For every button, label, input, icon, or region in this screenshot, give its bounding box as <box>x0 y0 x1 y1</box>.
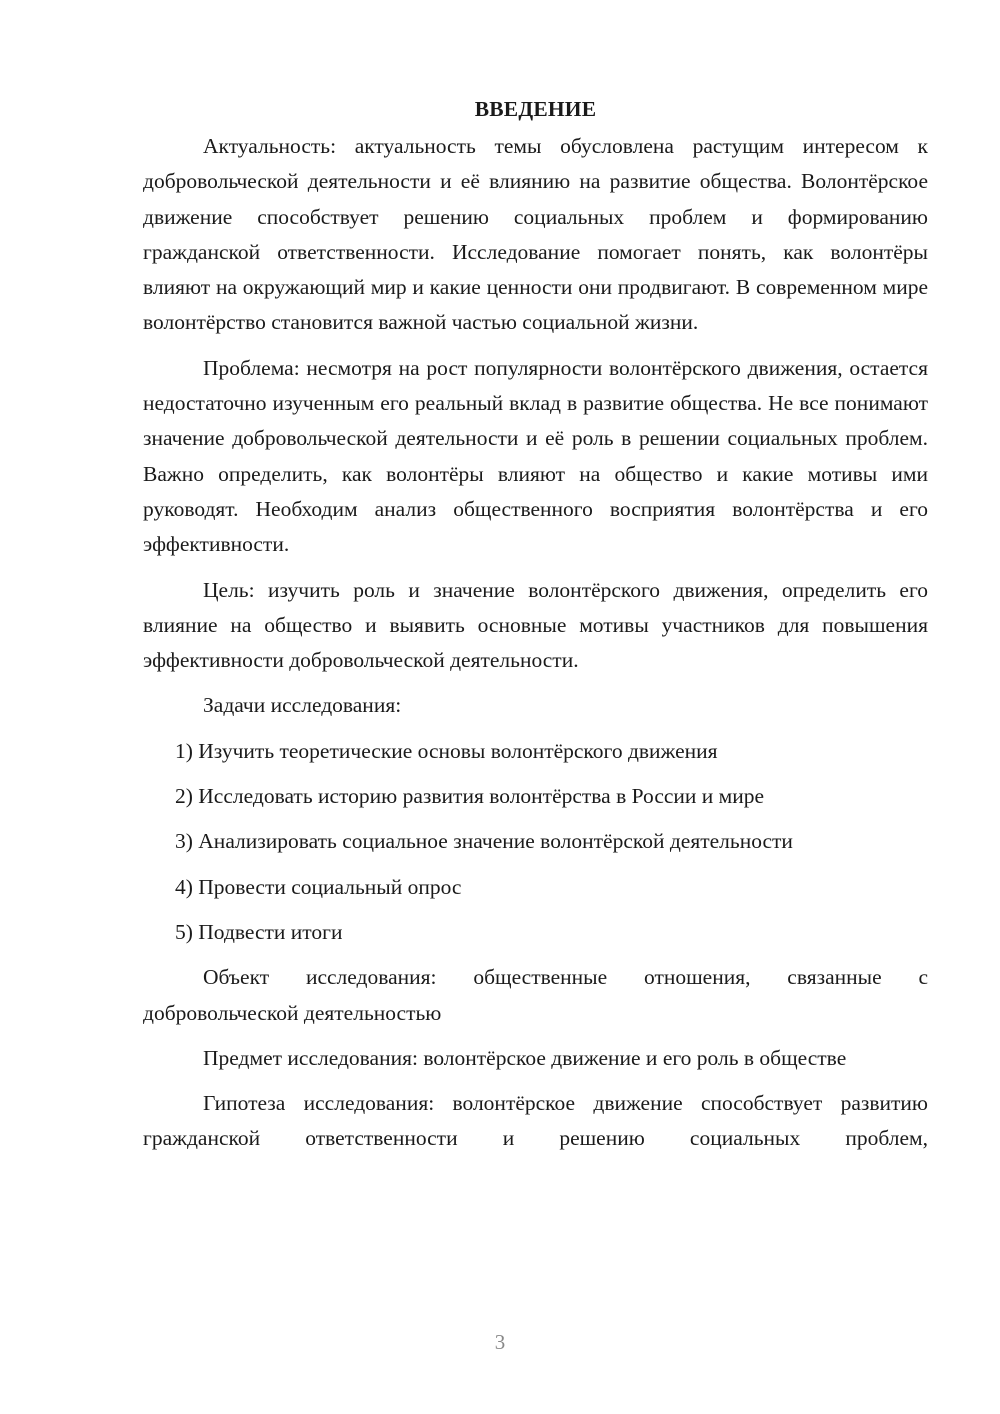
hypothesis-paragraph: Гипотеза исследования: волонтёрское движение способствует развитию гражданской ответственности и решению социальных проблем, <box>143 1091 928 1151</box>
task-item: 1) Изучить теоретические основы волонтёрского движения <box>175 738 718 763</box>
document-page <box>143 92 928 1167</box>
task-item: 2) Исследовать историю развития волонтёрства в России и мире <box>175 784 765 809</box>
tasks-heading: Задачи исследования: <box>203 693 402 718</box>
problem-paragraph: Проблема: несмотря на рост популярности волонтёрского движения, остается недостаточно изученным его реальный вклад в развитие общества. Не все понимают значение добровольческой деятельности и её роль в решении социальных проблем. Важно определить, как волонтёры влияют на общество и какие мотивы ими руководят. Необходим анализ общественного восприятия волонтёрства и его эффективности. <box>143 355 928 557</box>
tasks-list <box>143 734 928 950</box>
task-item: 3) Анализировать социальное значение волонтёрской деятельности <box>175 829 793 854</box>
task-item: 5) Подвести итоги <box>175 919 343 944</box>
page-number: 3 <box>494 1330 506 1354</box>
task-item: 4) Провести социальный опрос <box>175 874 462 899</box>
subject-paragraph: Предмет исследования: волонтёрское движение и его роль в обществе <box>203 1045 847 1070</box>
object-paragraph: Объект исследования: общественные отношения, связанные с добровольческой деятельностью <box>143 965 928 1025</box>
goal-paragraph: Цель: изучить роль и значение волонтёрского движения, определить его влияние на общество и выявить основные мотивы участников для повышения эффективности добровольческой деятельности. <box>143 577 928 673</box>
document-title: ВВЕДЕНИЕ <box>474 97 597 121</box>
relevance-paragraph: Актуальность: актуальность темы обусловлена растущим интересом к добровольческой деятельности и её влиянию на развитие общества. Волонтёрское движение способствует решению социальных проблем и формированию гражданской ответственности. Исследование помогает понять, как волонтёры влияют на окружающий мир и какие ценности они продвигают. В современном мире волонтёрство становится важной частью социальной жизни. <box>143 134 928 335</box>
